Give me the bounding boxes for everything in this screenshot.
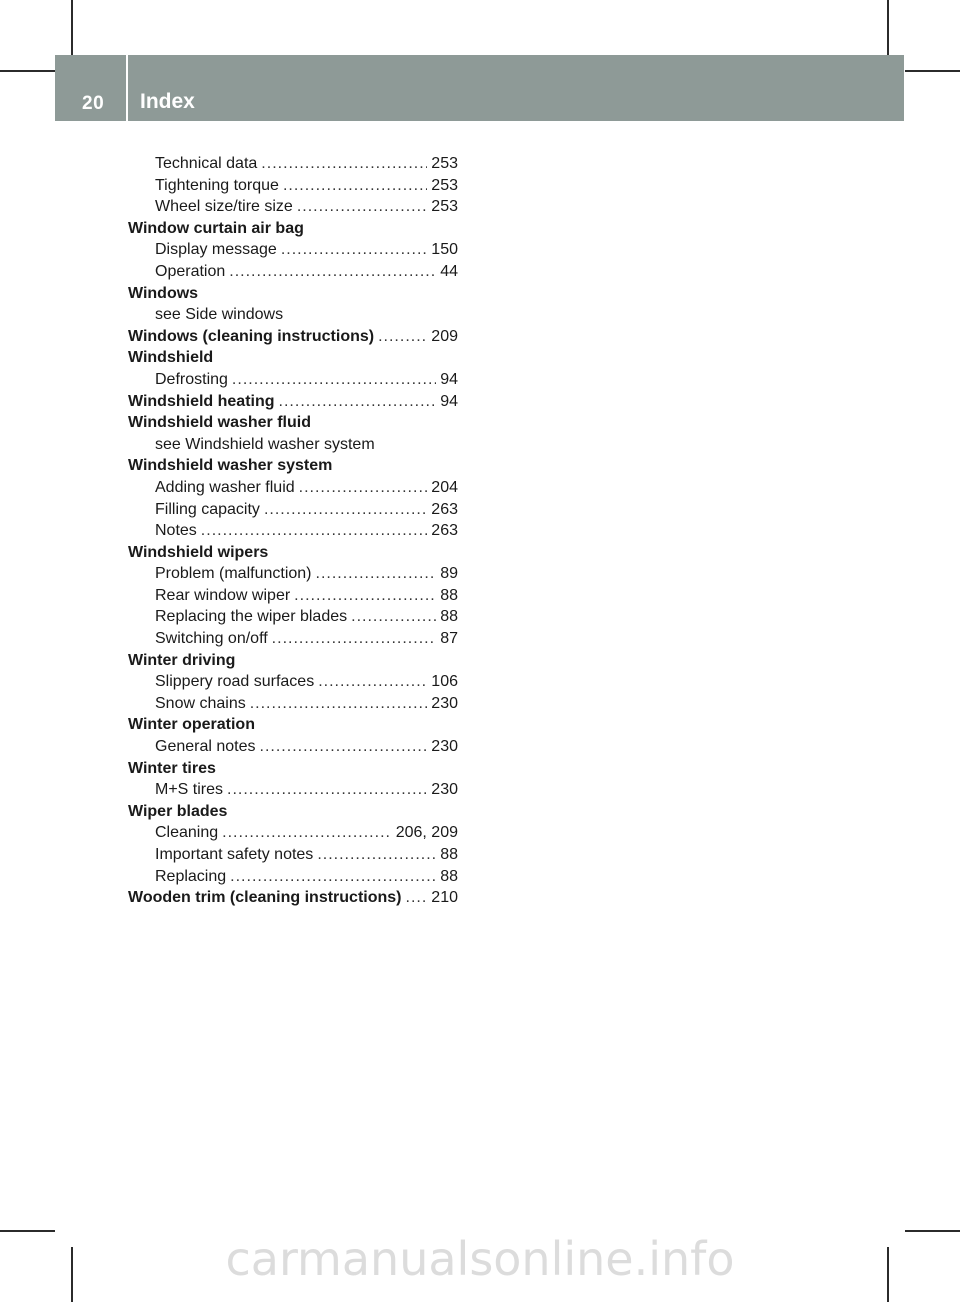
leader-dots [318,671,427,693]
index-subentry [128,671,458,693]
index-heading [128,887,458,909]
index-subentry [128,304,458,326]
index-list [128,153,458,909]
index-subentry [128,563,458,585]
index-subentry [128,866,458,888]
leader-dots [281,239,427,261]
entry-label: M+S tires [155,781,224,799]
leader-dots [201,520,428,542]
entry-label: Filling capacity [155,500,260,518]
page-reference: 253 [431,176,458,194]
page-reference: 263 [431,500,458,518]
index-subentry [128,628,458,650]
entry-label: Problem (malfunction) [155,565,312,583]
entry-label: Wiper blades [128,802,228,820]
entry-label: Rear window wiper [155,586,291,604]
leader-dots [406,887,428,909]
entry-label: Replacing the wiper blades [155,608,348,626]
page-reference: 253 [431,155,458,172]
index-subentry [128,153,458,175]
leader-dots [250,693,428,715]
entry-label: Cleaning [155,824,219,842]
entry-label: Switching on/off [155,630,268,648]
crop-mark-top-right-vertical [887,0,889,55]
entry-label: Snow chains [155,694,246,712]
header-separator [126,55,128,121]
leader-dots [229,261,436,283]
section-title: Index [140,90,195,113]
crop-mark-top-left-horizontal [0,70,55,72]
index-subentry [128,779,458,801]
page-reference: 263 [431,522,458,540]
watermark: carmanualsonline.info [225,1232,735,1286]
leader-dots [261,153,427,175]
entry-label: Slippery road surfaces [155,673,315,691]
entry-label: Window curtain air bag [128,219,304,237]
index-subentry [128,239,458,261]
leader-dots [299,477,428,499]
index-heading [128,801,458,823]
leader-dots [294,585,436,607]
entry-label: Windshield washer fluid [128,414,311,432]
entry-label: Windshield heating [128,392,275,410]
entry-label: Windows [128,284,199,302]
index-subentry [128,499,458,521]
index-subentry [128,175,458,197]
entry-label: Windshield wipers [128,543,269,561]
index-subentry [128,434,458,456]
page-reference: 210 [431,889,458,907]
leader-dots [316,563,437,585]
index-subentry [128,261,458,283]
leader-dots [230,866,436,888]
page-reference: 44 [440,262,458,280]
entry-label: Replacing [155,867,227,885]
page-reference: 230 [431,694,458,712]
page-reference: 88 [440,586,458,604]
index-heading [128,326,458,348]
entry-label: Adding washer fluid [155,478,295,496]
page-reference: 230 [431,738,458,756]
index-heading [128,391,458,413]
index-subentry [128,844,458,866]
leader-dots [279,391,437,413]
index-heading [128,218,458,240]
leader-dots [297,196,427,218]
leader-dots [232,369,436,391]
leader-dots [283,175,427,197]
entry-label: Operation [155,262,226,280]
index-heading [128,542,458,564]
entry-label: see Windshield washer system [155,435,375,453]
index-subentry [128,606,458,628]
leader-dots [272,628,437,650]
entry-label: Windshield [128,349,214,367]
leader-dots [222,822,392,844]
entry-label: Wooden trim (cleaning instructions) [128,889,402,907]
page-reference: 253 [431,198,458,216]
index-heading [128,714,458,736]
entry-label: Defrosting [155,370,228,388]
entry-label: Technical data [155,155,258,172]
leader-dots [378,326,427,348]
index-subentry [128,736,458,758]
entry-label: Windows (cleaning instructions) [128,327,375,345]
page-reference: 87 [440,630,458,648]
entry-label: Winter driving [128,651,236,669]
page-reference: 206, 209 [395,824,458,842]
entry-label: Display message [155,241,277,259]
index-heading [128,347,458,369]
index-subentry [128,693,458,715]
page-reference: 230 [431,781,458,799]
page-number: 20 [82,93,105,114]
index-heading [128,455,458,477]
index-subentry [128,822,458,844]
entry-label: Wheel size/tire size [155,198,293,216]
leader-dots [351,606,436,628]
page-reference: 204 [431,478,458,496]
index-subentry [128,477,458,499]
leader-dots [317,844,436,866]
page-reference: 88 [440,867,458,885]
entry-label: Notes [155,522,197,540]
entry-label: Winter operation [128,716,255,734]
index-heading [128,650,458,672]
page-reference: 88 [440,608,458,626]
index-heading [128,758,458,780]
page-reference: 150 [431,241,458,259]
entry-label: General notes [155,738,256,756]
leader-dots [227,779,427,801]
index-heading [128,283,458,305]
leader-dots [264,499,427,521]
index-subentry [128,369,458,391]
index-subentry [128,585,458,607]
index-subentry [128,196,458,218]
page-reference: 88 [440,846,458,863]
index-heading [128,412,458,434]
entry-label: Important safety notes [155,846,314,863]
entry-label: Windshield washer system [128,457,333,475]
page-reference: 209 [431,327,458,345]
crop-mark-top-left-vertical [71,0,73,55]
entry-label: Tightening torque [155,176,279,194]
index-subentry [128,520,458,542]
entry-label: Winter tires [128,759,216,777]
page-reference: 106 [431,673,458,691]
leader-dots [260,736,428,758]
entry-label: see Side windows [155,306,284,324]
page-reference: 89 [440,565,458,583]
page-reference: 94 [440,370,458,388]
crop-mark-top-right-horizontal [905,70,960,72]
page-reference: 94 [440,392,458,410]
